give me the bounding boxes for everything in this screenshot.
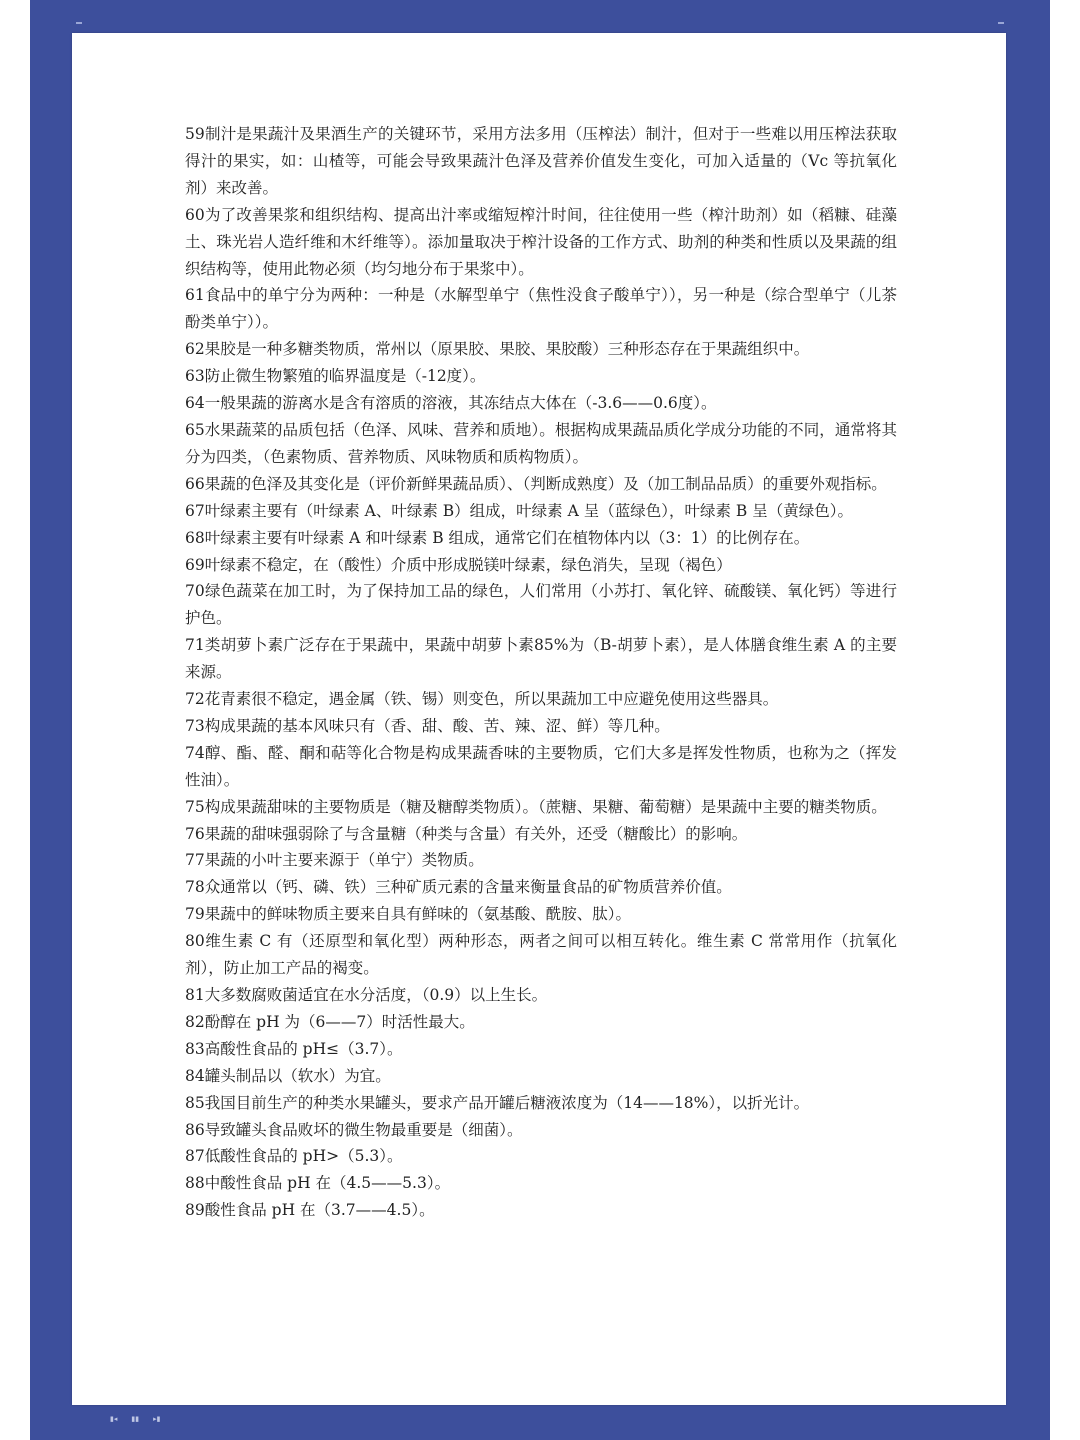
- paragraph: 87低酸性食品的 pH>（5.3）。: [185, 1147, 403, 1166]
- paragraph: 73构成果蔬的基本风味只有（香、甜、酸、苦、辣、涩、鲜）等几种。: [185, 716, 670, 735]
- paragraph: 70绿色蔬菜在加工时，为了保持加工品的绿色，人们常用（小苏打、氧化锌、硫酸镁、氧化钙）等进行护色。: [185, 582, 897, 628]
- document-body: [185, 121, 897, 1224]
- paragraph: 89酸性食品 pH 在（3.7——4.5）。: [185, 1201, 435, 1220]
- paragraph: 71类胡萝卜素广泛存在于果蔬中，果蔬中胡萝卜素85%为（B-胡萝卜素），是人体膳食维生素 A 的主要来源。: [185, 636, 897, 682]
- paragraph: 62果胶是一种多糖类物质，常州以（原果胶、果胶、果胶酸）三种形态存在于果蔬组织中。: [185, 340, 810, 359]
- paragraph: 83高酸性食品的 pH≤（3.7）。: [185, 1039, 403, 1058]
- paragraph: 66果蔬的色泽及其变化是（评价新鲜果蔬品质）、（判断成熟度）及（加工制品品质）的重要外观指标。: [185, 474, 887, 493]
- paragraph: 72花青素很不稳定，遇金属（铁、锡）则变色，所以果蔬加工中应避免使用这些器具。: [185, 690, 779, 709]
- corner-mark-right: [998, 22, 1004, 24]
- paragraph: 78众通常以（钙、磷、铁）三种矿质元素的含量来衡量食品的矿物质营养价值。: [185, 878, 732, 897]
- paragraph: 85我国目前生产的种类水果罐头，要求产品开罐后糖液浓度为（14——18%），以折光计。: [185, 1093, 810, 1112]
- paragraph: 67叶绿素主要有（叶绿素 A、叶绿素 B）组成，叶绿素 A 呈（蓝绿色），叶绿素 B 呈（黄绿色）。: [185, 501, 853, 520]
- paragraph: 79果蔬中的鲜味物质主要来自具有鲜味的（氨基酸、酰胺、肽）。: [185, 905, 631, 924]
- previous-icon[interactable]: ▮◂: [110, 1415, 118, 1423]
- paragraph: 64一般果蔬的游离水是含有溶质的溶液，其冻结点大体在（-3.6——0.6度）。: [185, 394, 717, 413]
- paragraph: 82酚醇在 pH 为（6——7）时活性最大。: [185, 1012, 475, 1031]
- paragraph: 81大多数腐败菌适宜在水分活度，（0.9）以上生长。: [185, 986, 548, 1004]
- paragraph: 75构成果蔬甜味的主要物质是（糖及糖醇类物质）。（蔗糖、果糖、葡萄糖）是果蔬中主要的糖类物质。: [185, 797, 887, 816]
- paragraph: 61食品中的单宁分为两种：一种是（水解型单宁（焦性没食子酸单宁）），另一种是（综合型单宁（儿茶酚类单宁））。: [185, 286, 897, 332]
- corner-mark-left: [76, 22, 82, 24]
- paragraph: 63防止微生物繁殖的临界温度是（-12度）。: [185, 367, 486, 386]
- document-page: [72, 33, 1006, 1405]
- paragraph: 60为了改善果浆和组织结构、提高出汁率或缩短榨汁时间，往往使用一些（榨汁助剂）如（稻糠、硅藻土、珠光岩人造纤维和木纤维等）。添加量取决于榨汁设备的工作方式、助剂的种类和性质以及果蔬的组织结构等，使用此物必须（均匀地分布于果浆中）。: [185, 205, 897, 278]
- page-controls: [80, 1413, 160, 1425]
- paragraph: 59制汁是果蔬汁及果酒生产的关键环节，采用方法多用（压榨法）制汁，但对于一些难以用压榨法获取得汁的果实，如：山楂等，可能会导致果蔬汁色泽及营养价值发生变化，可加入适量的（Vc 等抗氧化剂）来改善。: [185, 125, 897, 197]
- paragraph: 76果蔬的甜味强弱除了与含量糖（种类与含量）有关外，还受（糖酸比）的影响。: [185, 824, 748, 843]
- paragraph: 65水果蔬菜的品质包括（色泽、风味、营养和质地）。根据构成果蔬品质化学成分功能的不同，通常将其分为四类，（色素物质、营养物质、风味物质和质构物质）。: [185, 420, 897, 466]
- paragraph: 69叶绿素不稳定，在（酸性）介质中形成脱镁叶绿素，绿色消失，呈现（褐色）: [185, 555, 732, 574]
- next-icon[interactable]: ▸▮: [153, 1415, 161, 1423]
- paragraph: 84罐头制品以（软水）为宜。: [185, 1066, 391, 1085]
- paragraph: 68叶绿素主要有叶绿素 A 和叶绿素 B 组成，通常它们在植物体内以（3：1）的比例存在。: [185, 528, 810, 547]
- paragraph: 80维生素 C 有（还原型和氧化型）两种形态，两者之间可以相互转化。维生素 C 常常用作（抗氧化剂），防止加工产品的褐变。: [185, 932, 897, 978]
- paragraph: 86导致罐头食品败坏的微生物最重要是（细菌）。: [185, 1120, 523, 1139]
- paragraph: 74醇、酯、醛、酮和萜等化合物是构成果蔬香味的主要物质，它们大多是挥发性物质，也称为之（挥发性油）。: [185, 743, 897, 789]
- paragraph: 77果蔬的小叶主要来源于（单宁）类物质。: [185, 851, 484, 870]
- pause-icon[interactable]: ▮▮: [131, 1415, 140, 1423]
- paragraph: 88中酸性食品 pH 在（4.5——5.3）。: [185, 1174, 451, 1193]
